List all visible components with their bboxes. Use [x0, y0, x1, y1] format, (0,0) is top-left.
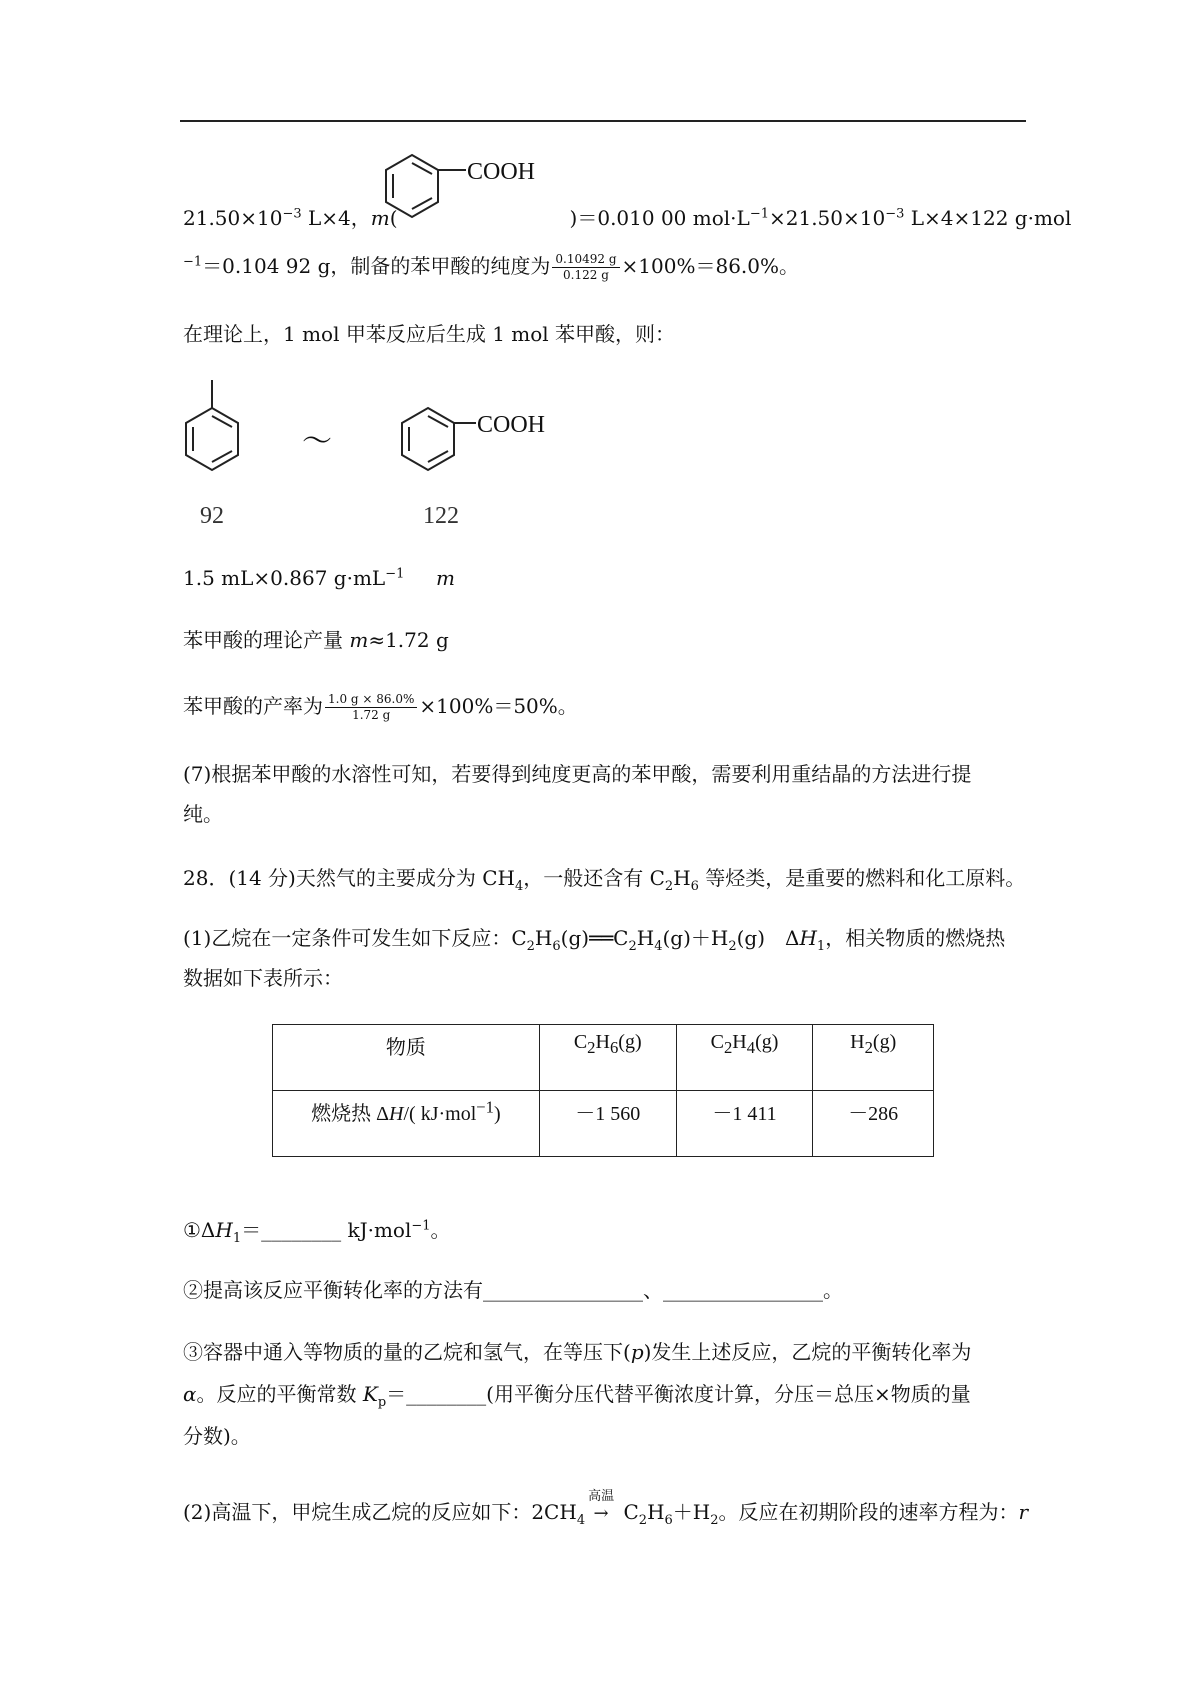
- toluene-mass: 92: [200, 503, 224, 528]
- yield-fraction: $\frac{1.0 g \times 86.0\%}{1.72 g}$: [325, 692, 417, 723]
- line-4-m: m: [436, 566, 455, 590]
- header-substance: 物质: [273, 1025, 540, 1091]
- subq-3-line-b: α。反应的平衡常数 $K_p=\_\_\_\_\_\_\_\_$(用平衡分压代替平衡浓度计算，分压＝总压×物质的量: [183, 1382, 971, 1410]
- acid-mass: 122: [423, 503, 459, 528]
- part-1-line-b: 数据如下表所示：: [183, 966, 343, 990]
- line-5: 苯甲酸的理论产量 m≈1.72 g: [183, 628, 449, 652]
- header-rule: [180, 120, 1026, 122]
- line-7a: (7)根据苯甲酸的水溶性可知，若要得到纯度更高的苯甲酸，需要利用重结晶的方法进行提: [183, 762, 972, 786]
- question-28: 28．(14 分)天然气的主要成分为 $CH_4$，一般还含有 $C_2H_6$ 等烃类，是重要的燃料和化工原料。: [183, 866, 1026, 894]
- row-label: 燃烧热 ΔH/( kJ·mol$^{-1}$): [273, 1091, 540, 1157]
- part-1-line-a: (1)乙烷在一定条件可发生如下反应：$C_2H_6(g)══C_2H_4(g)+H_2(g)$ $\Delta H_1$，相关物质的燃烧热: [183, 926, 1006, 954]
- header-c2h6: $C_2H_6(g)$: [539, 1025, 676, 1091]
- line-2: $^{-1}$＝0.104 92 g，制备的苯甲酸的纯度为 $\frac{0.10492 g}{0.122 g}$ ×100%＝86.0%。: [183, 252, 800, 282]
- subq-1: $①\Delta H_1=\_\_\_\_\_\_\_\_$ kJ·mol$^{-1}$。: [183, 1218, 451, 1246]
- part-2: (2)高温下，甲烷生成乙烷的反应如下：$2CH_4$ 高温 → $C_2H_6+H_2$。反应在初期阶段的速率方程为：r: [183, 1489, 1029, 1528]
- line-4: 1.5 mL×0.867 $g\cdot mL^{-1}$: [183, 566, 405, 590]
- subq-3-line-c: 分数)。: [183, 1424, 251, 1448]
- subq-3-line-a: ③容器中通入等物质的量的乙烷和氢气，在等压下(p)发生上述反应，乙烷的平衡转化率为: [183, 1340, 972, 1364]
- toluene-structure: [178, 378, 258, 528]
- value-c2h6: －1 560: [539, 1091, 676, 1157]
- subq-2: ②提高该反应平衡转化率的方法有________________、________________。: [183, 1278, 843, 1302]
- benzoic-acid-stoich-structure: [394, 398, 574, 528]
- value-h2: －286: [813, 1091, 934, 1157]
- high-temp-arrow: 高温 →: [588, 1489, 615, 1524]
- line-3: 在理论上，1 mol 甲苯反应后生成 1 mol 苯甲酸，则：: [183, 322, 676, 346]
- header-c2h4: $C_2H_4(g)$: [676, 1025, 813, 1091]
- header-h2: $H_2(g)$: [813, 1025, 934, 1091]
- combustion-heat-table: [272, 1024, 934, 1157]
- line-1: $21.50\times 10^{-3}$ L×4，m( )＝0.010 00 $mol\cdot L^{-1}\times 21.50\times 10^{-3}$ L×4×122 g·mol: [183, 206, 1072, 230]
- tilde: ～: [302, 424, 332, 459]
- purity-fraction: $\frac{0.10492 g}{0.122 g}$: [552, 252, 619, 283]
- line-7b: 纯。: [183, 802, 223, 826]
- benzoic-acid-structure: [378, 140, 558, 250]
- line-6: 苯甲酸的产率为 $\frac{1.0 g \times 86.0\%}{1.72 g}$ ×100%＝50%。: [183, 692, 578, 722]
- value-c2h4: －1 411: [676, 1091, 813, 1157]
- cooh-label: COOH: [467, 159, 536, 185]
- svg-text:COOH: COOH: [477, 412, 546, 438]
